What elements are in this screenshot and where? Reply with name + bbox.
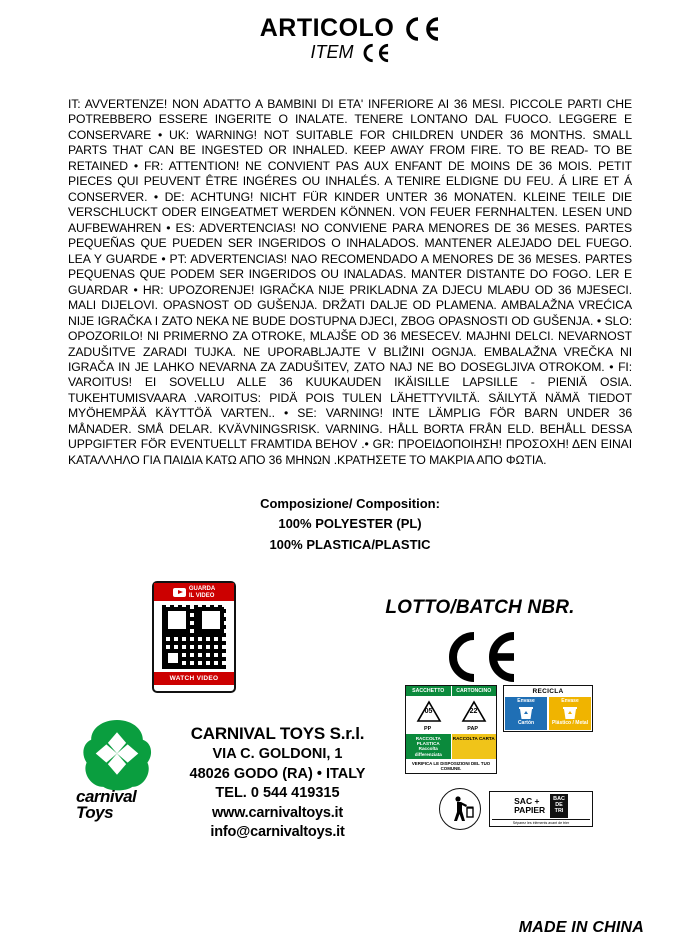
ce-mark-icon	[402, 16, 440, 42]
watch-video-badge[interactable]	[152, 581, 236, 693]
ilvideo-label: IL VIDEO	[188, 592, 215, 599]
ce-mark-icon-small	[360, 43, 390, 63]
company-name: CARNIVAL TOYS S.r.l.	[190, 723, 365, 743]
company-address	[170, 717, 385, 843]
bin-carton	[505, 697, 547, 731]
comune-note: VERIFICA LE DISPOSIZIONI DEL TUO COMUNE.	[411, 760, 491, 772]
lotto-label: LOTTO/BATCH NBR.	[385, 596, 575, 618]
bac-line-2: DE	[555, 802, 563, 809]
tidyman-icon	[439, 788, 481, 830]
recicla-title: RECICLA	[532, 687, 564, 695]
sub-left-2: Raccolta differenziata	[414, 746, 442, 757]
sacchetto-header: SACCHETTO	[406, 686, 452, 696]
bac-de-tri-icon	[550, 794, 568, 818]
watch-video-label: WATCH VIDEO	[154, 672, 234, 685]
qr-code-icon[interactable]	[162, 605, 226, 669]
clover-logo-icon	[78, 717, 156, 793]
logo-wordmark	[76, 786, 137, 822]
spanish-recycling-box	[503, 685, 593, 733]
header-line-item	[0, 42, 700, 63]
composition-line-1: 100% POLYESTER (PL)	[278, 516, 422, 532]
sac-papier-note: Séparez les éléments avant de trier	[492, 819, 590, 825]
youtube-badge-header	[154, 583, 234, 602]
composition-line-2: 100% PLASTICA/PLASTIC	[269, 536, 431, 552]
bac-line-3: TRI	[554, 808, 564, 815]
cartoncino-header: CARTONCINO	[452, 686, 497, 696]
articolo-text: ARTICOLO	[259, 14, 395, 42]
warnings-paragraph: IT: AVVERTENZE! NON ADATTO A BAMBINI DI ETA' INFERIORE AI 36 MESI. PICCOLE PARTI CHE POTREBBERO ESSERE INGERITE O INALATE. TENERE LONTANO DAL FUOCO. LEGGERE E CONSERVARE • UK: WARNING! NOT SUITABLE FOR CHILDREN UNDER 36 MONTHS. SMALL PARTS THAT CAN BE INGESTED OR INHALED. KEEP AWAY FROM FIRE. TO BE READ- TO BE RETAINED • FR: ATTENTION! NE CONVIENT PAS AUX ENFANT DE MOINS DE 36 MOIS. PETIT PIECES QUI PEUVENT ÊTRE INGÉRES OU INHALÉS. A TENIRE ELDIGNE DU FEU. Á LIRE ET Á CONSERVER. • DE: ACHTUNG! NICHT FÜR KINDER UNTER 36 MONATEN. KLEINE TEILE DIE VERSCHLUCKT ODER EINGEATMET WERDEN KÖNNEN. VON FEUER FERNHALTEN. LESEN UND AUFBEWAHREN • ES: ADVERTENCIAS! NO CONVIENE PARA MENORES DE 36 MESES. PARTES PEQUEÑAS QUE PUEDEN SER INGERIDOS O INHALADOS. MANTENER ALEJADO DEL FUEGO. LEA Y GUARDE • PT: ADVERTENCIAS! NAO RECOMENDADO A MENORES DE 36 MESES. PARTES PEQUENAS QUE PODEM SER INGERIDOS OU INALADAS. MANTER DISTANTE DO FOGO. LER E GUARDAR • HR: UPOZORENJE! IGRAČKA NIJE PRIKLADNA ZA DJECU MLAĐU OD 36 MJESECI. MALI DIJELOVI. OPASNOST OD GUŠENJA. DRŽATI DALJE OD PLAMENA. AMBALAŽNA VREĆICA NIJE IGRAČKA I ZATO NEKA NE BUDE DOSTUPNA DJECI, ZBOG OPASNOSTI OD GUŠENJA. • SLO: OPOZORILO! NI PRIMERNO ZA OTROKE, MLAJŠE OD 36 MESECEV. MAJHNI DELCI. NEVARNOST ZADUŠITVE ZARADI TUJKA. NE UPORABLJAJTE V BLIŽINI OGNJA. EMBALAŽNA VREČKA NI IGRAČA IN JE LAHKO NEVARNA ZA ZADUŠITEV, ZATO NAJ NE BO DOSEGLJIVA OTROKOM. • FI: VAROITUS! EI SOVELLU ALLE 36 KUUKAUDEN IKÄISILLE LAPSILLE - PIENIÄ OSIA. TUKEHTUMISVAARA .VAROITUS: PIDÄ POIS TULEN LÄHETTYVILTÄ. SÄILYTÄ NÄMÄ TIEDOT MYÖHEMPÄÄ KÄYTTÖÄ VARTEN.. • SE: VARNING! INTE LÄMPLIG FÖR BARN UNDER 36 MÅNADER. SMÅ DELAR. KVÄVNINGSRISK. VARNING. HÅLL BORTA FRÅN ELD. BEHÅLL DESSA UPPGIFTER FÖR EVENTUELLT FRAMTIDA BEHOV .• GR: ΠΡΟΕΙΔΟΠΟΙΗΣΗ! ΠΡΟΣΟΧΗ! ΔΕΝ ΕΙΝΑΙ ΚΑΤΑΛΛΗΛΟ ΓΙΑ ΠΑΙΔΙΑ ΚΑΤΩ ΑΠΟ 36 ΜΗΝΩΝ .ΚΡΑΤΗΣΕΤΕ ΤΟ ΜΑΚΡΙΑ ΑΠΟ ΦΩΤΙΑ.	[68, 97, 632, 467]
composition-title: Composizione/ Composition:	[260, 496, 440, 512]
bin-plastico-metal	[549, 697, 591, 731]
sac-papier-text	[514, 797, 545, 815]
phone-number: TEL. 0 544 419315	[215, 785, 340, 802]
raccolta-carta-label: RACCOLTA CARTA	[452, 734, 497, 759]
recycling-symbols	[405, 685, 635, 831]
italian-recycling-box	[405, 685, 497, 775]
bin-carton-line2: Cartón	[517, 720, 535, 727]
logo-word-line-1: carnival	[76, 786, 137, 806]
recycle-triangle-pp-icon	[416, 700, 442, 724]
ce-mark-large-icon	[360, 631, 600, 683]
sac-label: SAC	[514, 796, 533, 807]
middle-section	[0, 581, 700, 701]
material-pp: PP	[424, 725, 432, 732]
code-22: 22	[469, 708, 478, 716]
address-line-2: 48026 GODO (RA) • ITALY	[189, 765, 366, 782]
composition-block	[0, 494, 700, 554]
guarda-label: GUARDA	[188, 585, 216, 592]
recycle-triangle-pap-icon	[461, 700, 487, 724]
bin-icon	[518, 706, 534, 720]
bac-line-1: BAC	[553, 796, 565, 803]
logo-word-line-2: Toys	[76, 802, 114, 822]
code-05: 05	[424, 708, 433, 716]
lotto-block	[360, 597, 600, 683]
raccolta-plastica-label	[406, 734, 452, 759]
item-text: ITEM	[310, 42, 354, 62]
brand-block	[78, 717, 385, 843]
bin-plastico-line1: Envase	[561, 697, 579, 704]
play-icon	[173, 588, 186, 597]
website-link[interactable]: www.carnivaltoys.it	[211, 804, 344, 821]
carnival-toys-logo	[78, 717, 160, 827]
made-in-label: MADE IN CHINA	[518, 918, 644, 936]
plus-label: +	[534, 796, 540, 807]
bin-icon	[562, 706, 578, 720]
page-header	[0, 0, 700, 63]
sac-papier-box	[489, 791, 593, 827]
email-link[interactable]: info@carnivaltoys.it	[210, 824, 345, 841]
sub-left-1: RACCOLTA PLASTICA	[415, 735, 441, 746]
address-line-1: VIA C. GOLDONI, 1	[212, 746, 343, 763]
bin-plastico-line2: Plástico / Metal	[551, 720, 589, 727]
papier-label: PAPIER	[514, 805, 546, 816]
material-pap: PAP	[467, 725, 478, 732]
bottom-section	[0, 687, 700, 936]
header-line-articolo	[0, 14, 700, 43]
bin-carton-line1: Envase	[517, 697, 535, 704]
